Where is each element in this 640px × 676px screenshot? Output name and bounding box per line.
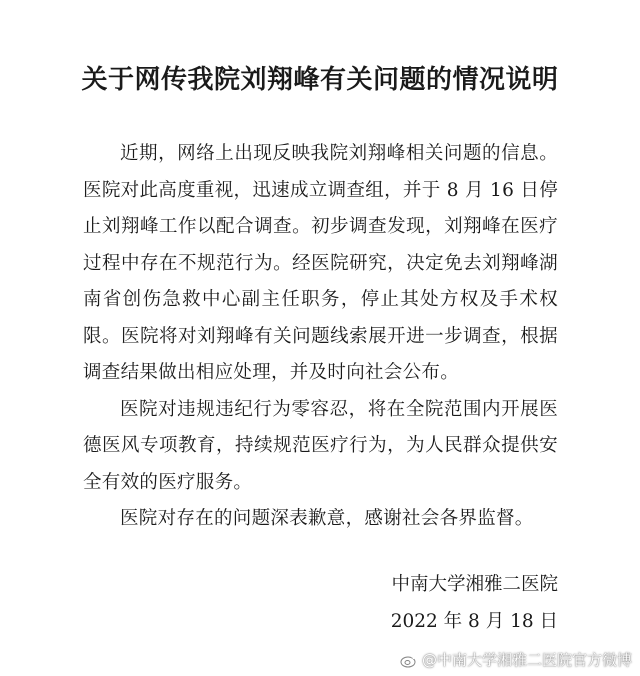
signature-organization: 中南大学湘雅二医院: [391, 574, 558, 595]
paragraph: 近期，网络上出现反映我院刘翔峰相关问题的信息。医院对此高度重视，迅速成立调查组，并于 8 月 16 日停止刘翔峰工作以配合调查。初步调查发现，刘翔峰在医疗过程中存在不规范行为。经医院研究，决定免去刘翔峰湖南省创伤急救中心副主任职务，停止其处方权及手术权限。医院将对刘翔峰有关问题线索展开进一步调查，根据调查结果做出相应处理，并及时向社会公布。: [83, 143, 558, 383]
weibo-icon: [400, 651, 418, 669]
watermark-text: @中南大学湘雅二医院官方微博: [421, 651, 632, 669]
paragraph: 医院对存在的问题深表歉意，感谢社会各界监督。: [120, 508, 534, 529]
weibo-watermark: [400, 649, 632, 670]
signature-date: 2022 年 8 月 18 日: [390, 611, 558, 632]
document-body: [83, 136, 558, 538]
signature-block: [391, 566, 558, 640]
paragraph: 医院对违规违纪行为零容忍，将在全院范围内开展医德医风专项教育，持续规范医疗行为，为人民群众提供安全有效的医疗服务。: [83, 398, 558, 493]
document-title: 关于网传我院刘翔峰有关问题的情况说明: [81, 65, 559, 95]
